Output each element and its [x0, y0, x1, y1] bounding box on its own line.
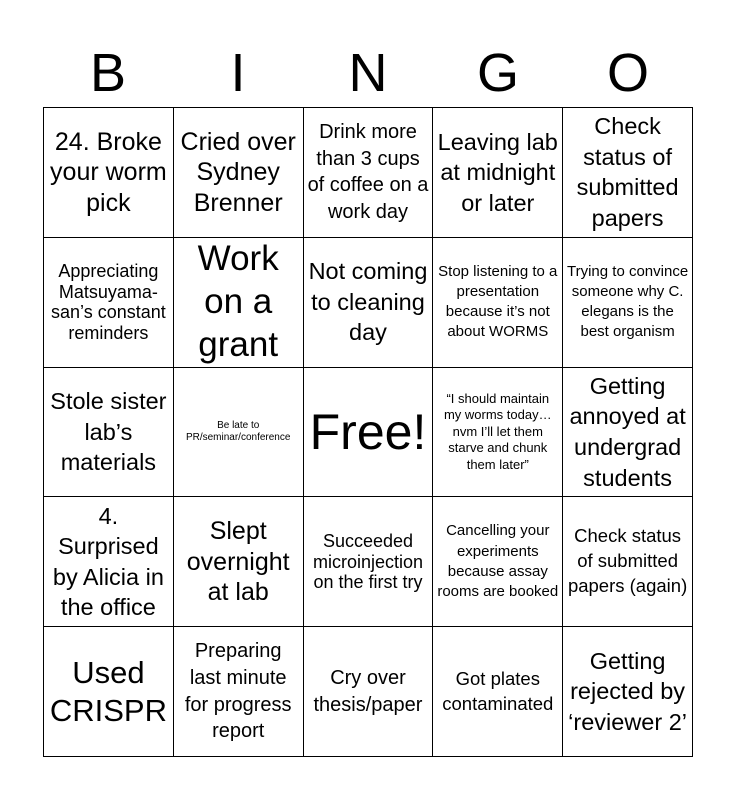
- cell-text: Cry over thesis/paper: [313, 667, 423, 716]
- bingo-grid: [43, 107, 693, 757]
- cell-text: Stop listening to a presentation because it’s not about WORMS: [438, 262, 558, 341]
- bingo-cell-4-2[interactable]: [174, 497, 304, 627]
- cell-text: Used CRISPR: [49, 654, 167, 728]
- bingo-cell-2-1[interactable]: [44, 238, 174, 368]
- cell-text: 24. Broke your worm pick: [50, 127, 167, 217]
- bingo-cell-5-4[interactable]: [433, 627, 563, 757]
- cell-text: Cried over Sydney Brenner: [180, 127, 296, 217]
- cell-text: Preparing last minute for progress report: [184, 640, 292, 743]
- cell-text: Cancelling your experiments because assay rooms are booked: [437, 522, 559, 601]
- cell-text: Succeeded microinjection on the first try: [312, 531, 424, 593]
- bingo-cell-4-5[interactable]: [563, 497, 693, 627]
- bingo-cell-3-5[interactable]: [563, 368, 693, 498]
- cell-text: Work on a grant: [197, 239, 279, 364]
- bingo-cell-1-4[interactable]: [433, 108, 563, 238]
- cell-text: Not coming to cleaning day: [308, 258, 428, 346]
- bingo-cell-2-3[interactable]: [304, 238, 434, 368]
- header-letter-b: B: [89, 43, 127, 103]
- bingo-cell-5-5[interactable]: [563, 627, 693, 757]
- cell-text: Drink more than 3 cups of coffee on a work day: [307, 121, 429, 223]
- bingo-cell-4-3[interactable]: [304, 497, 434, 627]
- bingo-cell-5-1[interactable]: [44, 627, 174, 757]
- cell-text: Slept overnight at lab: [186, 517, 290, 607]
- bingo-cell-5-2[interactable]: [174, 627, 304, 757]
- bingo-cell-5-3[interactable]: [304, 627, 434, 757]
- header-letter-g: G: [476, 43, 519, 103]
- cell-text: Got plates contaminated: [442, 667, 554, 714]
- bingo-cell-3-2[interactable]: [174, 368, 304, 498]
- cell-text: Be late to PR/seminar/conference: [185, 419, 291, 443]
- bingo-cell-1-1[interactable]: [44, 108, 174, 238]
- cell-text: 4. Surprised by Alicia in the office: [52, 502, 164, 621]
- bingo-cell-1-3[interactable]: [304, 108, 434, 238]
- cell-text: Getting rejected by ‘reviewer 2’: [568, 647, 688, 735]
- header-letter-n: N: [348, 43, 388, 103]
- bingo-cell-2-5[interactable]: [563, 238, 693, 368]
- bingo-header: [43, 40, 693, 106]
- bingo-cell-3-3-free[interactable]: [304, 368, 434, 498]
- cell-text: Check status of submitted papers: [576, 113, 679, 231]
- cell-text: Check status of submitted papers (again): [567, 525, 688, 597]
- header-letter-i: I: [230, 43, 246, 103]
- cell-text: Appreciating Matsuyama-san’s constant reminders: [51, 261, 166, 343]
- bingo-cell-1-2[interactable]: [174, 108, 304, 238]
- bingo-cell-4-4[interactable]: [433, 497, 563, 627]
- bingo-cell-2-2[interactable]: [174, 238, 304, 368]
- bingo-cell-1-5[interactable]: [563, 108, 693, 238]
- header-letter-o: O: [606, 43, 649, 103]
- bingo-cell-4-1[interactable]: [44, 497, 174, 627]
- bingo-cell-3-1[interactable]: [44, 368, 174, 498]
- cell-text: Getting annoyed at undergrad students: [569, 372, 686, 491]
- bingo-cell-3-4[interactable]: [433, 368, 563, 498]
- free-space-label: Free!: [309, 403, 427, 460]
- cell-text: “I should maintain my worms today… nvm I’ll let them starve and chunk them later”: [443, 390, 552, 472]
- cell-text: Leaving lab at midnight or later: [437, 128, 558, 216]
- cell-text: Trying to convince someone why C. elegans is the best organism: [567, 262, 689, 341]
- bingo-cell-2-4[interactable]: [433, 238, 563, 368]
- cell-text: Stole sister lab’s materials: [50, 388, 167, 476]
